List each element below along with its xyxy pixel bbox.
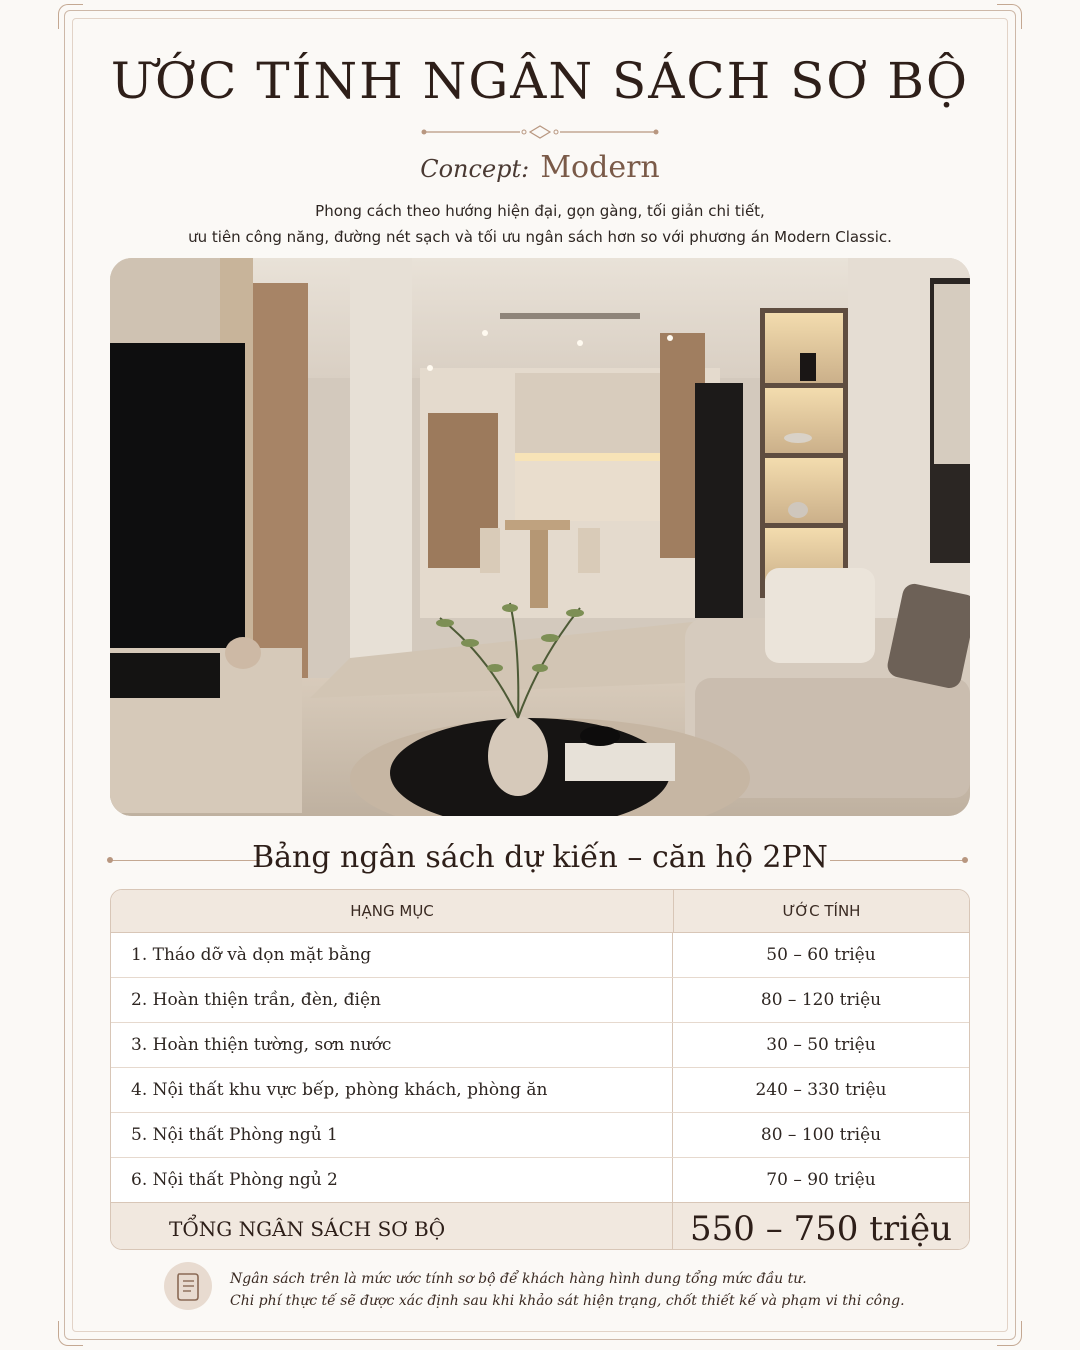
row-item: 1. Tháo dỡ và dọn mặt bằng [111,933,673,977]
row-item: 3. Hoàn thiện tường, sơn nước [111,1023,673,1067]
budget-section-title: Bảng ngân sách dự kiến – căn hộ 2PN [252,840,828,875]
row-item: 5. Nội thất Phòng ngủ 1 [111,1113,673,1157]
row-estimate: 80 – 120 triệu [760,990,882,1010]
page-title: ƯỚC TÍNH NGÂN SÁCH SƠ BỘ [110,52,970,110]
total-row [111,1202,969,1250]
row-estimate: 240 – 330 triệu [755,1080,887,1100]
table-row [111,1113,969,1158]
column-header-item: HẠNG MỤC [111,890,674,932]
concept-label: Concept: [420,155,530,183]
row-item: 4. Nội thất khu vực bếp, phòng khách, phòng ăn [111,1068,673,1112]
disclaimer-note [230,1268,905,1312]
corner-ornament [58,1321,83,1346]
table-row [111,1068,969,1113]
corner-ornament [997,4,1022,29]
interior-photo [110,258,970,816]
budget-table [110,889,970,1250]
corner-ornament [58,4,83,29]
row-estimate: 70 – 90 triệu [766,1170,876,1190]
description-line: ưu tiên công năng, đường nét sạch và tối ưu ngân sách hơn so với phương án Modern Classic. [188,228,892,246]
note-line: Chi phí thực tế sẽ được xác định sau khi khảo sát hiện trạng, chốt thiết kế và phạm vi thi công. [230,1293,905,1309]
row-item: 6. Nội thất Phòng ngủ 2 [111,1158,673,1202]
row-estimate: 50 – 60 triệu [766,945,876,965]
divider-ornament-icon [420,124,660,140]
document-icon [164,1262,212,1310]
table-row [111,933,969,978]
corner-ornament [997,1321,1022,1346]
row-estimate: 80 – 100 triệu [760,1125,882,1145]
row-estimate: 30 – 50 triệu [766,1035,876,1055]
table-row [111,1023,969,1068]
description-line: Phong cách theo hướng hiện đại, gọn gàng, tối giản chi tiết, [315,202,765,220]
total-value: 550 – 750 triệu [689,1209,953,1249]
concept-line [0,150,1080,185]
note-line: Ngân sách trên là mức ước tính sơ bộ để khách hàng hình dung tổng mức đầu tư. [230,1271,807,1287]
total-label: TỔNG NGÂN SÁCH SƠ BỘ [111,1203,673,1250]
concept-value: Modern [540,150,660,185]
concept-description [0,198,1080,250]
table-row [111,978,969,1023]
table-header [111,890,969,933]
row-item: 2. Hoàn thiện trần, đèn, điện [111,978,673,1022]
table-row [111,1158,969,1202]
column-header-estimate: ƯỚC TÍNH [782,902,861,920]
